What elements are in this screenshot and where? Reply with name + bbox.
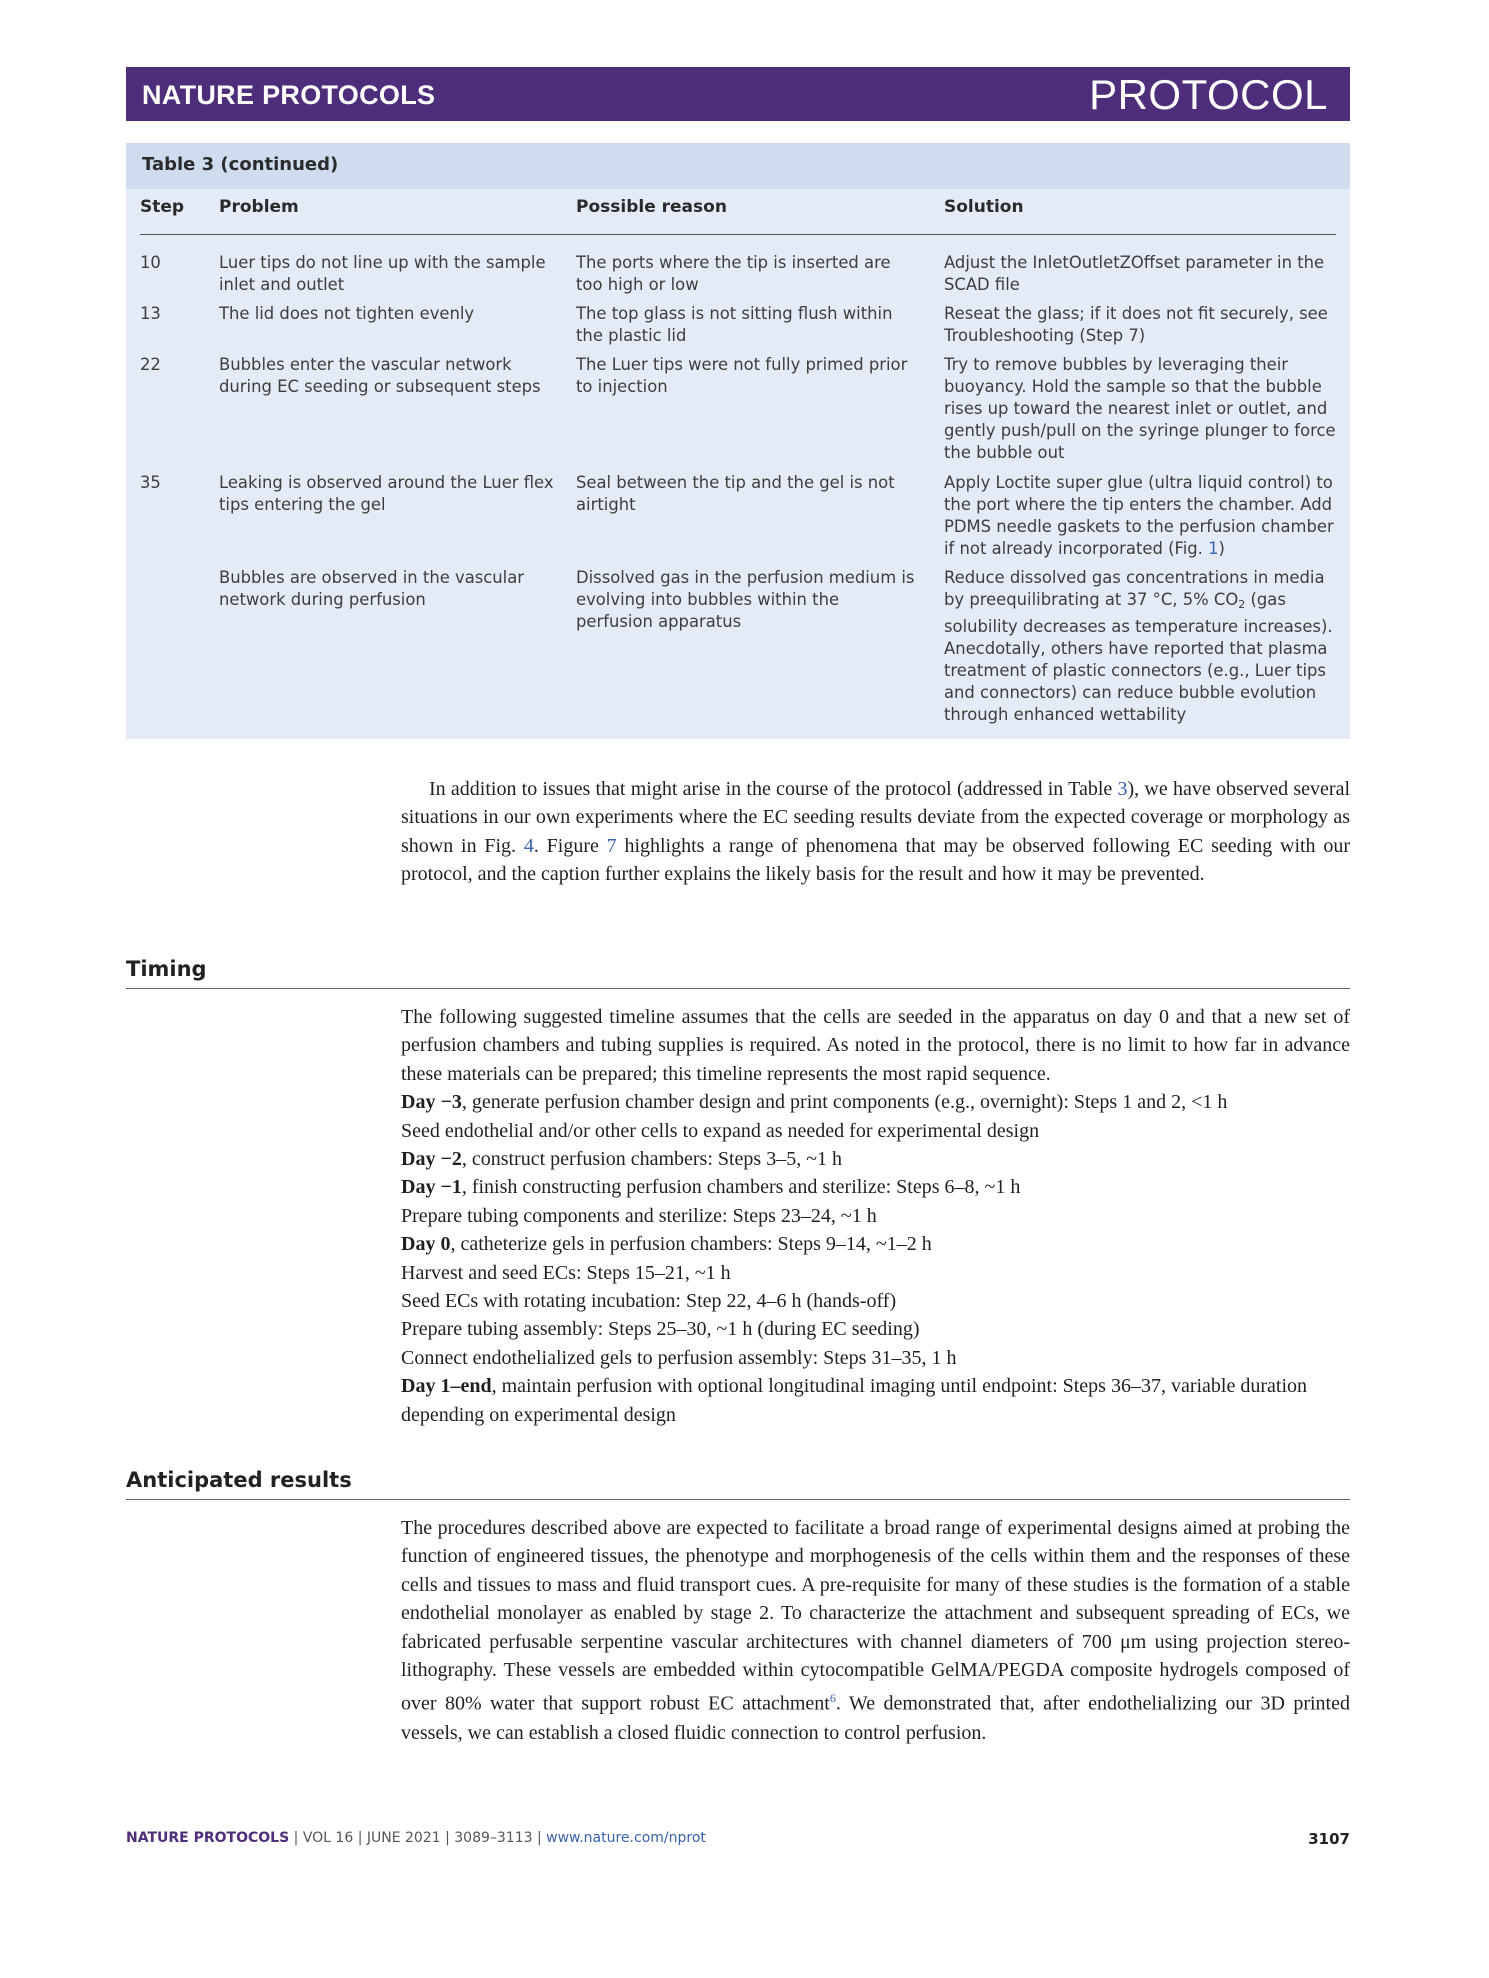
section-rule — [126, 1499, 1350, 1500]
day-label: Day −3 — [401, 1091, 462, 1114]
figure-link[interactable]: 1 — [1208, 539, 1219, 558]
reference-link[interactable]: 6 — [829, 1691, 836, 1706]
text: The procedures described above are expected to facilitate a broad range of experimental designs aimed at probing the function of engineered tissues, the phenotype and morphogenesis of the cells within them and the responses of these cells and tissues to mass and fluid transport cues. A pre-requisite for many of these studies is the formation of a stable endothelial monolayer as enabled by stage 2. To characterize the attachment and subsequent spreading of ECs, we fabricated perfusable serpentine vascular architectures with channel diameters of 700 μm using projection stereo-lithography. These vessels are embedded within cytocompatible GelMA/PEGDA composite hydrogels composed of over 80% water that support robust EC attachment — [401, 1517, 1350, 1716]
table-link[interactable]: 3 — [1117, 778, 1128, 800]
footer-url-link[interactable]: www.nature.com/nprot — [546, 1830, 706, 1846]
figure-link[interactable]: 7 — [606, 834, 617, 857]
table-row-reason: Dissolved gas in the perfusion medium is evolving into bubbles within the perfusion apparatus — [576, 568, 915, 631]
column-header-problem: Problem — [219, 197, 299, 217]
text: , generate perfusion chamber design and print components (e.g., overnight): Steps 1 and 2, <1 h — [461, 1091, 1228, 1114]
separator: | — [445, 1830, 450, 1846]
column-header-reason: Possible reason — [576, 197, 727, 217]
subscript: 2 — [1238, 598, 1246, 611]
text: , maintain perfusion with optional longitudinal imaging until endpoint: Steps 36–37, variable duration depending on experimental design — [401, 1375, 1308, 1426]
table-row-reason: The Luer tips were not fully primed prior to injection — [576, 355, 908, 396]
table-caption-bar — [126, 143, 1350, 189]
table-row-problem: Bubbles enter the vascular network during EC seeding or subsequent steps — [219, 355, 541, 396]
table-row-solution: Adjust the InletOutletZOffset parameter in the SCAD file — [944, 253, 1325, 294]
journal-header — [126, 67, 1350, 121]
text: , construct perfusion chambers: Steps 3–5, ~1 h — [461, 1148, 843, 1171]
footer-pages: 3089–3113 — [454, 1830, 533, 1846]
table-row-problem: The lid does not tighten evenly — [219, 304, 475, 323]
day-label: Day 1–end — [401, 1375, 492, 1398]
timeline-line — [401, 1230, 1350, 1258]
article-type: PROTOCOL — [1089, 71, 1328, 118]
timeline-line — [401, 1173, 1350, 1201]
figure-link[interactable]: 4 — [523, 834, 534, 857]
separator: | — [293, 1830, 299, 1846]
table-row-solution — [944, 567, 1344, 726]
timeline-line: Seed endothelial and/or other cells to expand as needed for experimental design — [401, 1119, 1040, 1142]
page-number: 3107 — [1308, 1830, 1350, 1848]
timeline-line — [401, 1088, 1350, 1116]
table-caption: Table 3 (continued) — [142, 154, 339, 175]
anticipated-results-paragraph — [401, 1514, 1350, 1747]
solution-text: ) — [1218, 539, 1225, 558]
intro-paragraph — [401, 775, 1350, 889]
table-row-problem: Bubbles are observed in the vascular network during perfusion — [219, 568, 525, 609]
table-row-reason: The top glass is not sitting flush within the plastic lid — [576, 304, 893, 345]
timeline-intro: The following suggested timeline assumes that the cells are seeded in the apparatus on day 0 and that a new set of perfusion chambers and tubing supplies is required. As noted in the protocol, there is no limit to how far in advance these materials can be prepared; this timeline represents the most rapid sequence. — [401, 1006, 1350, 1085]
column-header-solution: Solution — [944, 197, 1024, 217]
text: . We demonstrated that, after endothelializing our 3D printed vessels, we can establish a closed fluidic connection to control perfusion. — [401, 1693, 1350, 1744]
timeline — [401, 1003, 1350, 1429]
table-header-rule — [140, 234, 1336, 235]
footer-date: JUNE 2021 — [366, 1830, 441, 1846]
text: . Figure — [533, 834, 607, 857]
table-row-reason: The ports where the tip is inserted are too high or low — [576, 253, 891, 294]
page-footer — [126, 1830, 1350, 1854]
table-row-problem: Leaking is observed around the Luer flex tips entering the gel — [219, 473, 554, 514]
journal-name: NATURE PROTOCOLS — [142, 80, 436, 110]
solution-text: Apply Loctite super glue (ultra liquid control) to the port where the tip enters the chamber. Add PDMS needle gaskets to the perfusion chamber if not already incorporated (Fig. — [944, 473, 1334, 558]
section-heading-timing — [126, 957, 1350, 981]
table-row-reason: Seal between the tip and the gel is not airtight — [576, 473, 895, 514]
footer-volume: VOL 16 — [302, 1830, 354, 1846]
footer-journal: NATURE PROTOCOLS — [126, 1830, 290, 1846]
section-rule — [126, 988, 1350, 989]
text: In addition to issues that might arise in the course of the protocol (addressed in Table — [429, 778, 1118, 800]
table-row-solution: Try to remove bubbles by leveraging their buoyancy. Hold the sample so that the bubble rises up toward the nearest inlet or outlet, and gently push/pull on the syringe plunger to force the bubble out — [944, 355, 1336, 462]
text: , catheterize gels in perfusion chambers: Steps 9–14, ~1–2 h — [450, 1233, 932, 1256]
timeline-line: Prepare tubing components and sterilize: Steps 23–24, ~1 h — [401, 1204, 877, 1227]
table-row-solution — [944, 472, 1344, 560]
text: ), we have observed several situations in our own experiments where the EC seeding results deviate from the expected coverage or morphology as shown in Fig. — [401, 778, 1350, 857]
separator: | — [536, 1830, 542, 1846]
timeline-line — [401, 1145, 1350, 1173]
solution-text: Reduce dissolved gas concentrations in media by preequilibrating at 37 °C, 5% CO — [944, 568, 1325, 609]
table-row-problem: Luer tips do not line up with the sample inlet and outlet — [219, 253, 546, 294]
column-header-step: Step — [140, 197, 185, 217]
heading-text: Timing — [126, 957, 207, 981]
day-label: Day 0 — [401, 1233, 451, 1256]
heading-text: Anticipated results — [126, 1468, 352, 1492]
timeline-line: Harvest and seed ECs: Steps 15–21, ~1 h — [401, 1261, 731, 1284]
timeline-line: Connect endothelialized gels to perfusion assembly: Steps 31–35, 1 h — [401, 1346, 957, 1369]
separator: | — [357, 1830, 363, 1846]
text: , finish constructing perfusion chambers and sterilize: Steps 6–8, ~1 h — [461, 1176, 1021, 1199]
table-row-solution: Reseat the glass; if it does not fit securely, see Troubleshooting (Step 7) — [944, 304, 1328, 345]
timeline-line: Prepare tubing assembly: Steps 25–30, ~1 h (during EC seeding) — [401, 1318, 920, 1341]
table-row-step: 22 — [140, 355, 161, 374]
timeline-line — [401, 1372, 1350, 1429]
table-row-step: 35 — [140, 473, 161, 492]
table-row-step: 13 — [140, 304, 161, 323]
day-label: Day −1 — [401, 1176, 462, 1199]
section-heading-anticipated-results — [126, 1468, 1350, 1492]
table-row-step: 10 — [140, 253, 161, 272]
text: highlights a range of phenomena that may be observed following EC seeding with our protocol, and the caption further explains the likely basis for the result and how it may be prevented. — [401, 834, 1351, 886]
solution-text: (gas solubility decreases as temperature increases). Anecdotally, others have reported that plasma treatment of plastic connectors (e.g., Luer tips and connectors) can reduce bubble evolution through enhanced wettability — [944, 590, 1333, 724]
troubleshooting-table — [126, 143, 1350, 739]
day-label: Day −2 — [401, 1148, 462, 1171]
timeline-line: Seed ECs with rotating incubation: Step 22, 4–6 h (hands-off) — [401, 1290, 897, 1313]
